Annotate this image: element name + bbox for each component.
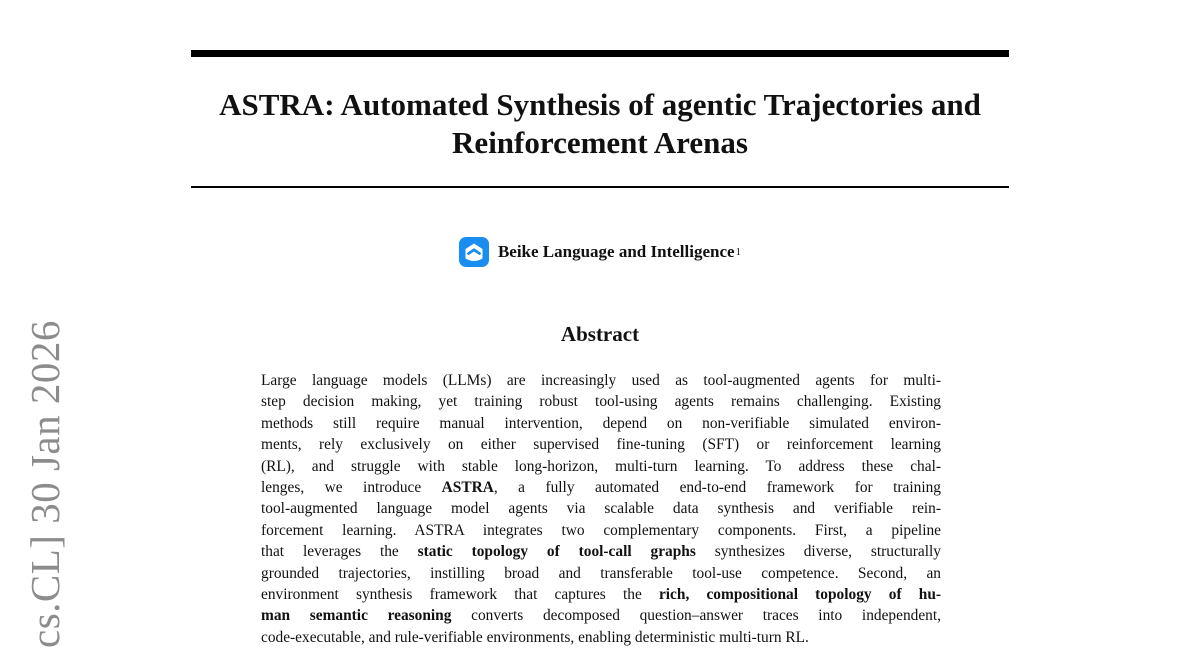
abstract-text: step decision making, yet training robust tool-using agents remains challenging. Existing [261, 393, 941, 411]
abstract-line [261, 434, 941, 455]
abstract-line [261, 391, 941, 412]
abstract-text: , a fully automated end-to-end framework for training [493, 479, 941, 497]
abstract-text: lenges, we introduce [261, 479, 442, 497]
abstract-line [261, 520, 941, 541]
abstract-text: ments, rely exclusively on either supervised fine-tuning (SFT) or reinforcement learning [261, 436, 941, 454]
abstract-line [261, 477, 941, 498]
abstract-text: methods still require manual intervention, depend on non-verifiable simulated environ- [261, 414, 941, 432]
author-affiliation [300, 237, 900, 267]
abstract-heading: Abstract [560, 322, 640, 346]
abstract-text: Large language models (LLMs) are increasingly used as tool-augmented agents for multi- [261, 372, 941, 389]
arxiv-side-stamp: cs.CL] 30 Jan 2026 [22, 320, 68, 648]
abstract-text: converts decomposed question–answer traces into independent, [451, 607, 941, 625]
affiliation-footnote-mark: 1 [735, 246, 742, 258]
abstract-emphasis: ASTRA [441, 479, 494, 497]
paper-title-line-1: ASTRA: Automated Synthesis of agentic Trajectories and [219, 87, 981, 122]
beike-house-logo-icon [459, 237, 489, 267]
abstract-text: code-executable, and rule-verifiable environments, enabling deterministic multi-turn RL. [261, 628, 809, 646]
abstract-text: synthesizes diverse, structurally [695, 543, 941, 561]
abstract-line [261, 627, 941, 648]
abstract-emphasis: man semantic reasoning [261, 607, 452, 625]
abstract-line [261, 584, 941, 605]
affiliation-name: Beike Language and Intelligence [497, 242, 735, 261]
paper-title-line-2: Reinforcement Arenas [452, 125, 748, 160]
abstract-text: that leverages the [261, 543, 418, 561]
abstract-line [261, 456, 941, 477]
abstract-line [261, 563, 941, 584]
abstract-emphasis: static topology of tool-call graphs [417, 543, 696, 561]
abstract-line [261, 498, 941, 519]
abstract-text: forcement learning. ASTRA integrates two complementary components. First, a pipeline [261, 521, 941, 539]
abstract-text: tool-augmented language model agents via scalable data synthesis and verifiable rein- [261, 500, 941, 518]
title-bottom-rule [191, 186, 1009, 188]
abstract-emphasis: rich, compositional topology of hu- [658, 586, 941, 604]
abstract-text: grounded trajectories, instilling broad and transferable tool-use competence. Second, an [261, 564, 941, 582]
title-top-rule [191, 50, 1009, 57]
abstract-line [261, 370, 941, 391]
paper-title [170, 86, 1030, 162]
abstract-line [261, 605, 941, 626]
abstract-text: environment synthesis framework that captures the [261, 586, 659, 604]
abstract-line [261, 413, 941, 434]
abstract-line [261, 541, 941, 562]
abstract-body [261, 370, 941, 648]
abstract-text: (RL), and struggle with stable long-horizon, multi-turn learning. To address these chal- [261, 457, 941, 475]
